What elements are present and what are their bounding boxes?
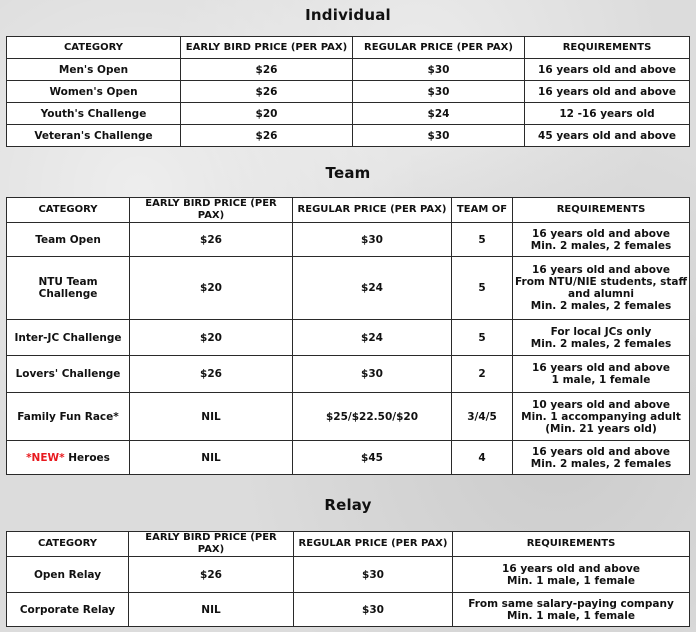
requirements-cell: 12 -16 years old	[525, 103, 690, 125]
header-regular: REGULAR PRICE (PER PAX)	[294, 532, 453, 557]
early-price-cell: $26	[181, 81, 353, 103]
requirement-line: 16 years old and above	[532, 227, 670, 240]
regular-price-cell: $30	[294, 593, 453, 627]
early-price-cell: $26	[181, 59, 353, 81]
table-row	[7, 125, 690, 147]
requirement-line: Min. 1 accompanying adult	[521, 410, 681, 423]
header-category: CATEGORY	[7, 37, 181, 59]
header-requirements: REQUIREMENTS	[513, 198, 690, 223]
requirement-line: From same salary-paying company	[468, 597, 674, 610]
team-of-cell: 5	[452, 320, 513, 356]
early-price-cell: $20	[130, 257, 293, 320]
requirement-line: From NTU/NIE students, staff	[515, 276, 687, 288]
table-row	[7, 593, 690, 627]
requirements-cell: 16 years old and above	[525, 59, 690, 81]
requirement-line: For local JCs only	[550, 325, 652, 338]
category-cell: Youth's Challenge	[7, 103, 181, 125]
header-category: CATEGORY	[7, 532, 129, 557]
early-price-cell: NIL	[130, 441, 293, 475]
individual-header-row	[7, 37, 690, 59]
category-cell: Corporate Relay	[7, 593, 129, 627]
requirement-line: Min. 2 males, 2 females	[530, 300, 672, 312]
early-price-cell: $26	[129, 557, 294, 593]
requirements-cell	[453, 593, 690, 627]
category-cell: Lovers' Challenge	[7, 356, 130, 393]
header-early-bird: EARLY BIRD PRICE (PER PAX)	[181, 37, 353, 59]
individual-title: Individual	[305, 6, 391, 24]
early-price-cell: $26	[130, 223, 293, 257]
category-cell: Team Open	[7, 223, 130, 257]
category-cell: Women's Open	[7, 81, 181, 103]
header-regular: REGULAR PRICE (PER PAX)	[353, 37, 525, 59]
requirement-line: 16 years old and above	[532, 362, 670, 374]
header-early-bird: EARLY BIRD PRICE (PER PAX)	[130, 198, 293, 223]
regular-price-cell: $30	[353, 59, 525, 81]
regular-price-cell: $30	[353, 125, 525, 147]
category-cell: NTU Team Challenge	[7, 257, 130, 320]
requirement-line: 10 years old and above	[532, 398, 670, 411]
header-early-bird: EARLY BIRD PRICE (PER PAX)	[129, 532, 294, 557]
requirements-cell: 16 years old and above	[525, 81, 690, 103]
category-cell: Inter-JC Challenge	[7, 320, 130, 356]
relay-header-row	[7, 532, 690, 557]
requirements-cell	[513, 320, 690, 356]
requirement-line: and alumni	[568, 288, 634, 300]
category-cell: Open Relay	[7, 557, 129, 593]
requirements-cell: 45 years old and above	[525, 125, 690, 147]
requirement-line: Min. 2 males, 2 females	[530, 239, 672, 252]
requirements-cell	[513, 257, 690, 320]
requirement-line: 16 years old and above	[502, 562, 640, 575]
header-requirements: REQUIREMENTS	[453, 532, 690, 557]
new-badge: *NEW*	[26, 451, 65, 464]
individual-table	[6, 36, 690, 147]
table-row	[7, 441, 690, 475]
requirement-line: 16 years old and above	[532, 264, 670, 276]
early-price-cell: NIL	[129, 593, 294, 627]
requirement-line: (Min. 21 years old)	[545, 422, 657, 435]
regular-price-cell: $24	[293, 257, 452, 320]
regular-price-cell: $30	[293, 356, 452, 393]
category-cell: Family Fun Race*	[7, 393, 130, 441]
requirements-cell	[453, 557, 690, 593]
regular-price-cell: $24	[293, 320, 452, 356]
regular-price-cell: $30	[293, 223, 452, 257]
team-of-cell: 2	[452, 356, 513, 393]
team-table	[6, 197, 690, 475]
table-row	[7, 257, 690, 320]
requirements-cell	[513, 393, 690, 441]
table-row	[7, 356, 690, 393]
team-of-cell: 5	[452, 223, 513, 257]
category-cell	[7, 441, 130, 475]
header-regular: REGULAR PRICE (PER PAX)	[293, 198, 452, 223]
early-price-cell: $26	[130, 356, 293, 393]
early-price-cell: $20	[181, 103, 353, 125]
team-title: Team	[325, 164, 371, 182]
early-price-cell: $26	[181, 125, 353, 147]
table-row	[7, 393, 690, 441]
early-price-cell: $20	[130, 320, 293, 356]
requirement-line: 1 male, 1 female	[551, 374, 651, 386]
regular-price-cell: $25/$22.50/$20	[293, 393, 452, 441]
relay-table	[6, 531, 690, 627]
header-category: CATEGORY	[7, 198, 130, 223]
team-header-row	[7, 198, 690, 223]
header-team-of: TEAM OF	[452, 198, 513, 223]
table-row	[7, 81, 690, 103]
requirement-line: Min. 2 males, 2 females	[530, 337, 672, 350]
early-price-cell: NIL	[130, 393, 293, 441]
relay-title: Relay	[324, 496, 372, 514]
table-row	[7, 59, 690, 81]
team-of-cell: 3/4/5	[452, 393, 513, 441]
team-of-cell: 5	[452, 257, 513, 320]
table-row	[7, 103, 690, 125]
requirement-line: Min. 1 male, 1 female	[507, 609, 635, 622]
category-label: Heroes	[64, 451, 110, 464]
team-of-cell: 4	[452, 441, 513, 475]
regular-price-cell: $30	[294, 557, 453, 593]
category-cell: Veteran's Challenge	[7, 125, 181, 147]
table-row	[7, 320, 690, 356]
regular-price-cell: $30	[353, 81, 525, 103]
header-requirements: REQUIREMENTS	[525, 37, 690, 59]
table-row	[7, 223, 690, 257]
requirement-line: Min. 2 males, 2 females	[530, 457, 672, 470]
requirements-cell	[513, 356, 690, 393]
requirement-line: Min. 1 male, 1 female	[507, 574, 635, 587]
requirement-line: 16 years old and above	[532, 445, 670, 458]
requirements-cell	[513, 441, 690, 475]
category-cell: Men's Open	[7, 59, 181, 81]
table-row	[7, 557, 690, 593]
requirements-cell	[513, 223, 690, 257]
regular-price-cell: $24	[353, 103, 525, 125]
regular-price-cell: $45	[293, 441, 452, 475]
